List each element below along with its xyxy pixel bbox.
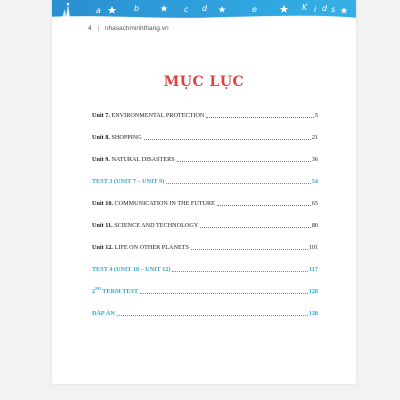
entry-title: SCIENCE AND TECHNOLOGY <box>114 222 199 229</box>
unit-number: Unit 10. <box>92 200 113 207</box>
toc-entry <box>92 186 318 208</box>
toc-entry <box>92 98 318 120</box>
ordinal-suffix: ND <box>95 286 101 291</box>
dot-leader <box>144 139 311 140</box>
unit-number: Unit 11. <box>92 222 113 229</box>
entry-title: ĐÁP ÁN <box>92 310 115 317</box>
dot-leader <box>117 315 308 316</box>
dot-leader <box>200 227 311 228</box>
term-label: TERM TEST <box>100 288 139 295</box>
unit-number: Unit 8. <box>92 134 110 141</box>
unit-number: Unit 12. <box>92 244 113 251</box>
banner-letter: e <box>252 5 257 14</box>
toc-entry-test <box>92 274 318 296</box>
toc-entry-test <box>92 296 318 318</box>
running-head <box>88 25 169 32</box>
page-ref: 5 <box>314 112 318 119</box>
banner-letter: s <box>331 5 336 14</box>
banner-letter: K <box>302 3 308 12</box>
term-number: 2 <box>92 288 96 295</box>
website-label: nhasachminhthang.vn <box>104 25 169 32</box>
dot-leader <box>140 293 308 294</box>
page-ref: 21 <box>311 134 318 141</box>
entry-title: TEST 4 (UNIT 10 – UNIT 12) <box>92 266 171 273</box>
toc-entry <box>92 142 318 164</box>
entry-title: SHOPPING <box>111 134 142 141</box>
unit-number: Unit 7. <box>92 112 110 119</box>
separator: | <box>97 25 100 32</box>
table-of-contents <box>92 98 318 318</box>
page-ref: 36 <box>311 156 318 163</box>
toc-entry-test <box>92 252 318 274</box>
banner-letter: d <box>322 4 328 13</box>
toc-entry <box>92 120 318 142</box>
page-number: 4 <box>88 25 92 32</box>
banner-letter: i <box>314 5 317 14</box>
page-ref: 138 <box>308 310 318 317</box>
entry-title <box>92 285 139 296</box>
page-ref: 65 <box>311 200 318 207</box>
dot-leader <box>172 271 308 272</box>
page-ref: 101 <box>308 244 318 251</box>
entry-title: LIFE ON OTHER PLANETS <box>114 244 189 251</box>
banner-letter: a <box>96 6 101 15</box>
entry-title: COMMUNICATION IN THE FUTURE <box>114 200 215 207</box>
dot-leader <box>191 249 308 250</box>
entry-title: NATURAL DISASTERS <box>111 156 175 163</box>
banner-letter: c <box>184 5 189 14</box>
page-title: MỤC LỤC <box>163 74 245 90</box>
page-ref: 117 <box>309 266 318 273</box>
toc-entry <box>92 208 318 230</box>
toc-entry-test <box>92 164 318 186</box>
banner-letter: d <box>202 4 208 13</box>
toc-entry <box>92 230 318 252</box>
page-ref: 54 <box>311 178 318 185</box>
page-ref: 128 <box>308 288 318 295</box>
dot-leader <box>217 205 311 206</box>
dot-leader <box>166 183 311 184</box>
banner-letter: b <box>134 4 140 13</box>
entry-title: ENVIRONMENTAL PROTECTION <box>111 112 205 119</box>
entry-title: TEST 3 (UNIT 7 – UNIT 9) <box>92 178 165 185</box>
book-page <box>52 0 356 384</box>
dot-leader <box>177 161 311 162</box>
dot-leader <box>206 117 314 118</box>
unit-number: Unit 9. <box>92 156 110 163</box>
page-ref: 80 <box>311 222 318 229</box>
